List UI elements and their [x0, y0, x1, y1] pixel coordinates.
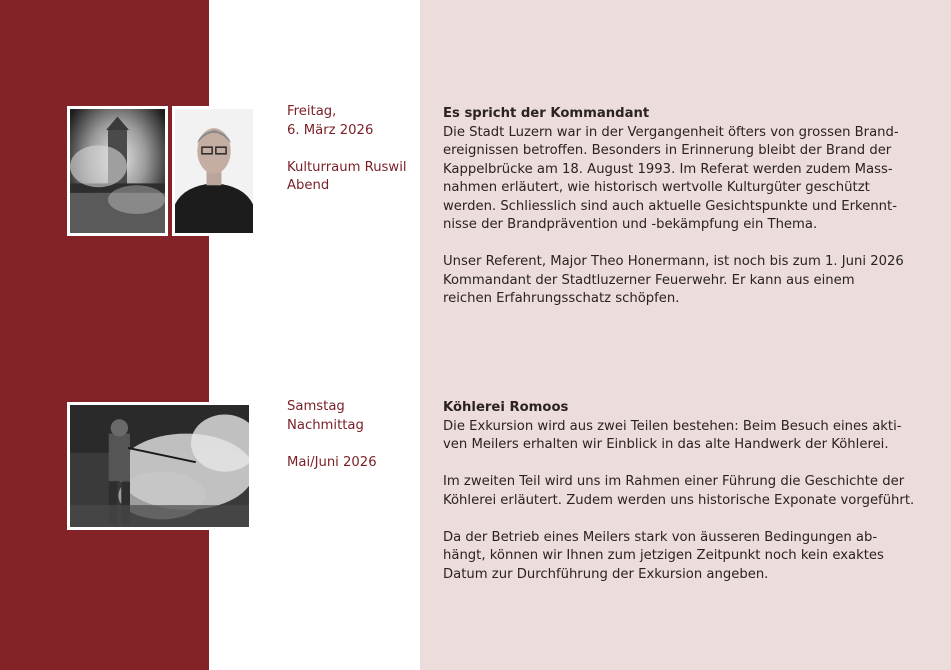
text-line: Kommandant der Stadtluzerner Feuerwehr. Er kann aus einem [443, 272, 855, 288]
event-1-date-line-1: Freitag, [287, 104, 337, 119]
text-line: ereignissen betroffen. Besonders in Erinnerung bleibt der Brand der [443, 143, 892, 158]
event-2-article [443, 399, 923, 603]
event-1-meta [287, 103, 407, 196]
text-line: ven Meilers erhalten wir Einblick in das alte Handwerk der Köhlerei. [443, 437, 889, 452]
event-1-paragraph-1 [443, 124, 923, 235]
event-2-paragraph-2 [443, 473, 923, 510]
charcoal-kiln-smoke-photo [67, 402, 252, 530]
event-1-place-line-1: Kulturraum Ruswil [287, 159, 407, 175]
event-2-date-line-2: Nachmittag [287, 417, 364, 433]
middle-white-band [209, 0, 420, 670]
speaker-portrait-photo [172, 106, 256, 236]
text-line: Datum zur Durchführung der Exkursion angeben. [443, 566, 769, 582]
event-2-paragraph-3 [443, 529, 923, 585]
left-color-band [0, 0, 209, 670]
event-1-place-line-2: Abend [287, 178, 330, 193]
event-1-paragraph-2 [443, 253, 923, 309]
text-line: Da der Betrieb eines Meilers stark von äusseren Bedingungen ab- [443, 529, 878, 545]
text-line: Die Exkursion wird aus zwei Teilen bestehen: Beim Besuch eines akti- [443, 418, 902, 434]
event-1-title: Es spricht der Kommandant [443, 106, 650, 121]
text-line: hängt, können wir Ihnen zum jetzigen Zeitpunkt noch kein exaktes [443, 548, 884, 563]
text-line: werden. Schliesslich sind auch aktuelle Gesichtspunkte und Erkennt- [443, 198, 897, 214]
event-2-date-line-1: Samstag [287, 399, 345, 414]
text-line: Im zweiten Teil wird uns im Rahmen einer Führung die Geschichte der [443, 474, 905, 489]
event-2-place-line-1: Mai/Juni 2026 [287, 454, 377, 470]
event-2-meta [287, 398, 377, 472]
event-2-title: Köhlerei Romoos [443, 400, 569, 415]
text-line: Köhlerei erläutert. Zudem werden uns historische Exponate vorgeführt. [443, 492, 915, 508]
text-line: Die Stadt Luzern war in der Vergangenheit öfters von grossen Brand- [443, 124, 899, 140]
text-line: Unser Referent, Major Theo Honermann, ist noch bis zum 1. Juni 2026 [443, 254, 904, 269]
text-line: Kappelbrücke am 18. August 1993. Im Referat werden zudem Mass- [443, 161, 893, 177]
text-line: reichen Erfahrungsschatz schöpfen. [443, 291, 680, 306]
event-1-date-line-2: 6. März 2026 [287, 122, 374, 138]
burning-bridge-tower-photo [67, 106, 168, 236]
text-line: nahmen erläutert, wie historisch wertvolle Kulturgüter geschützt [443, 180, 870, 195]
event-2-paragraph-1 [443, 418, 923, 455]
text-line: nisse der Brandprävention und -bekämpfung ein Thema. [443, 217, 818, 232]
event-1-article [443, 105, 923, 327]
